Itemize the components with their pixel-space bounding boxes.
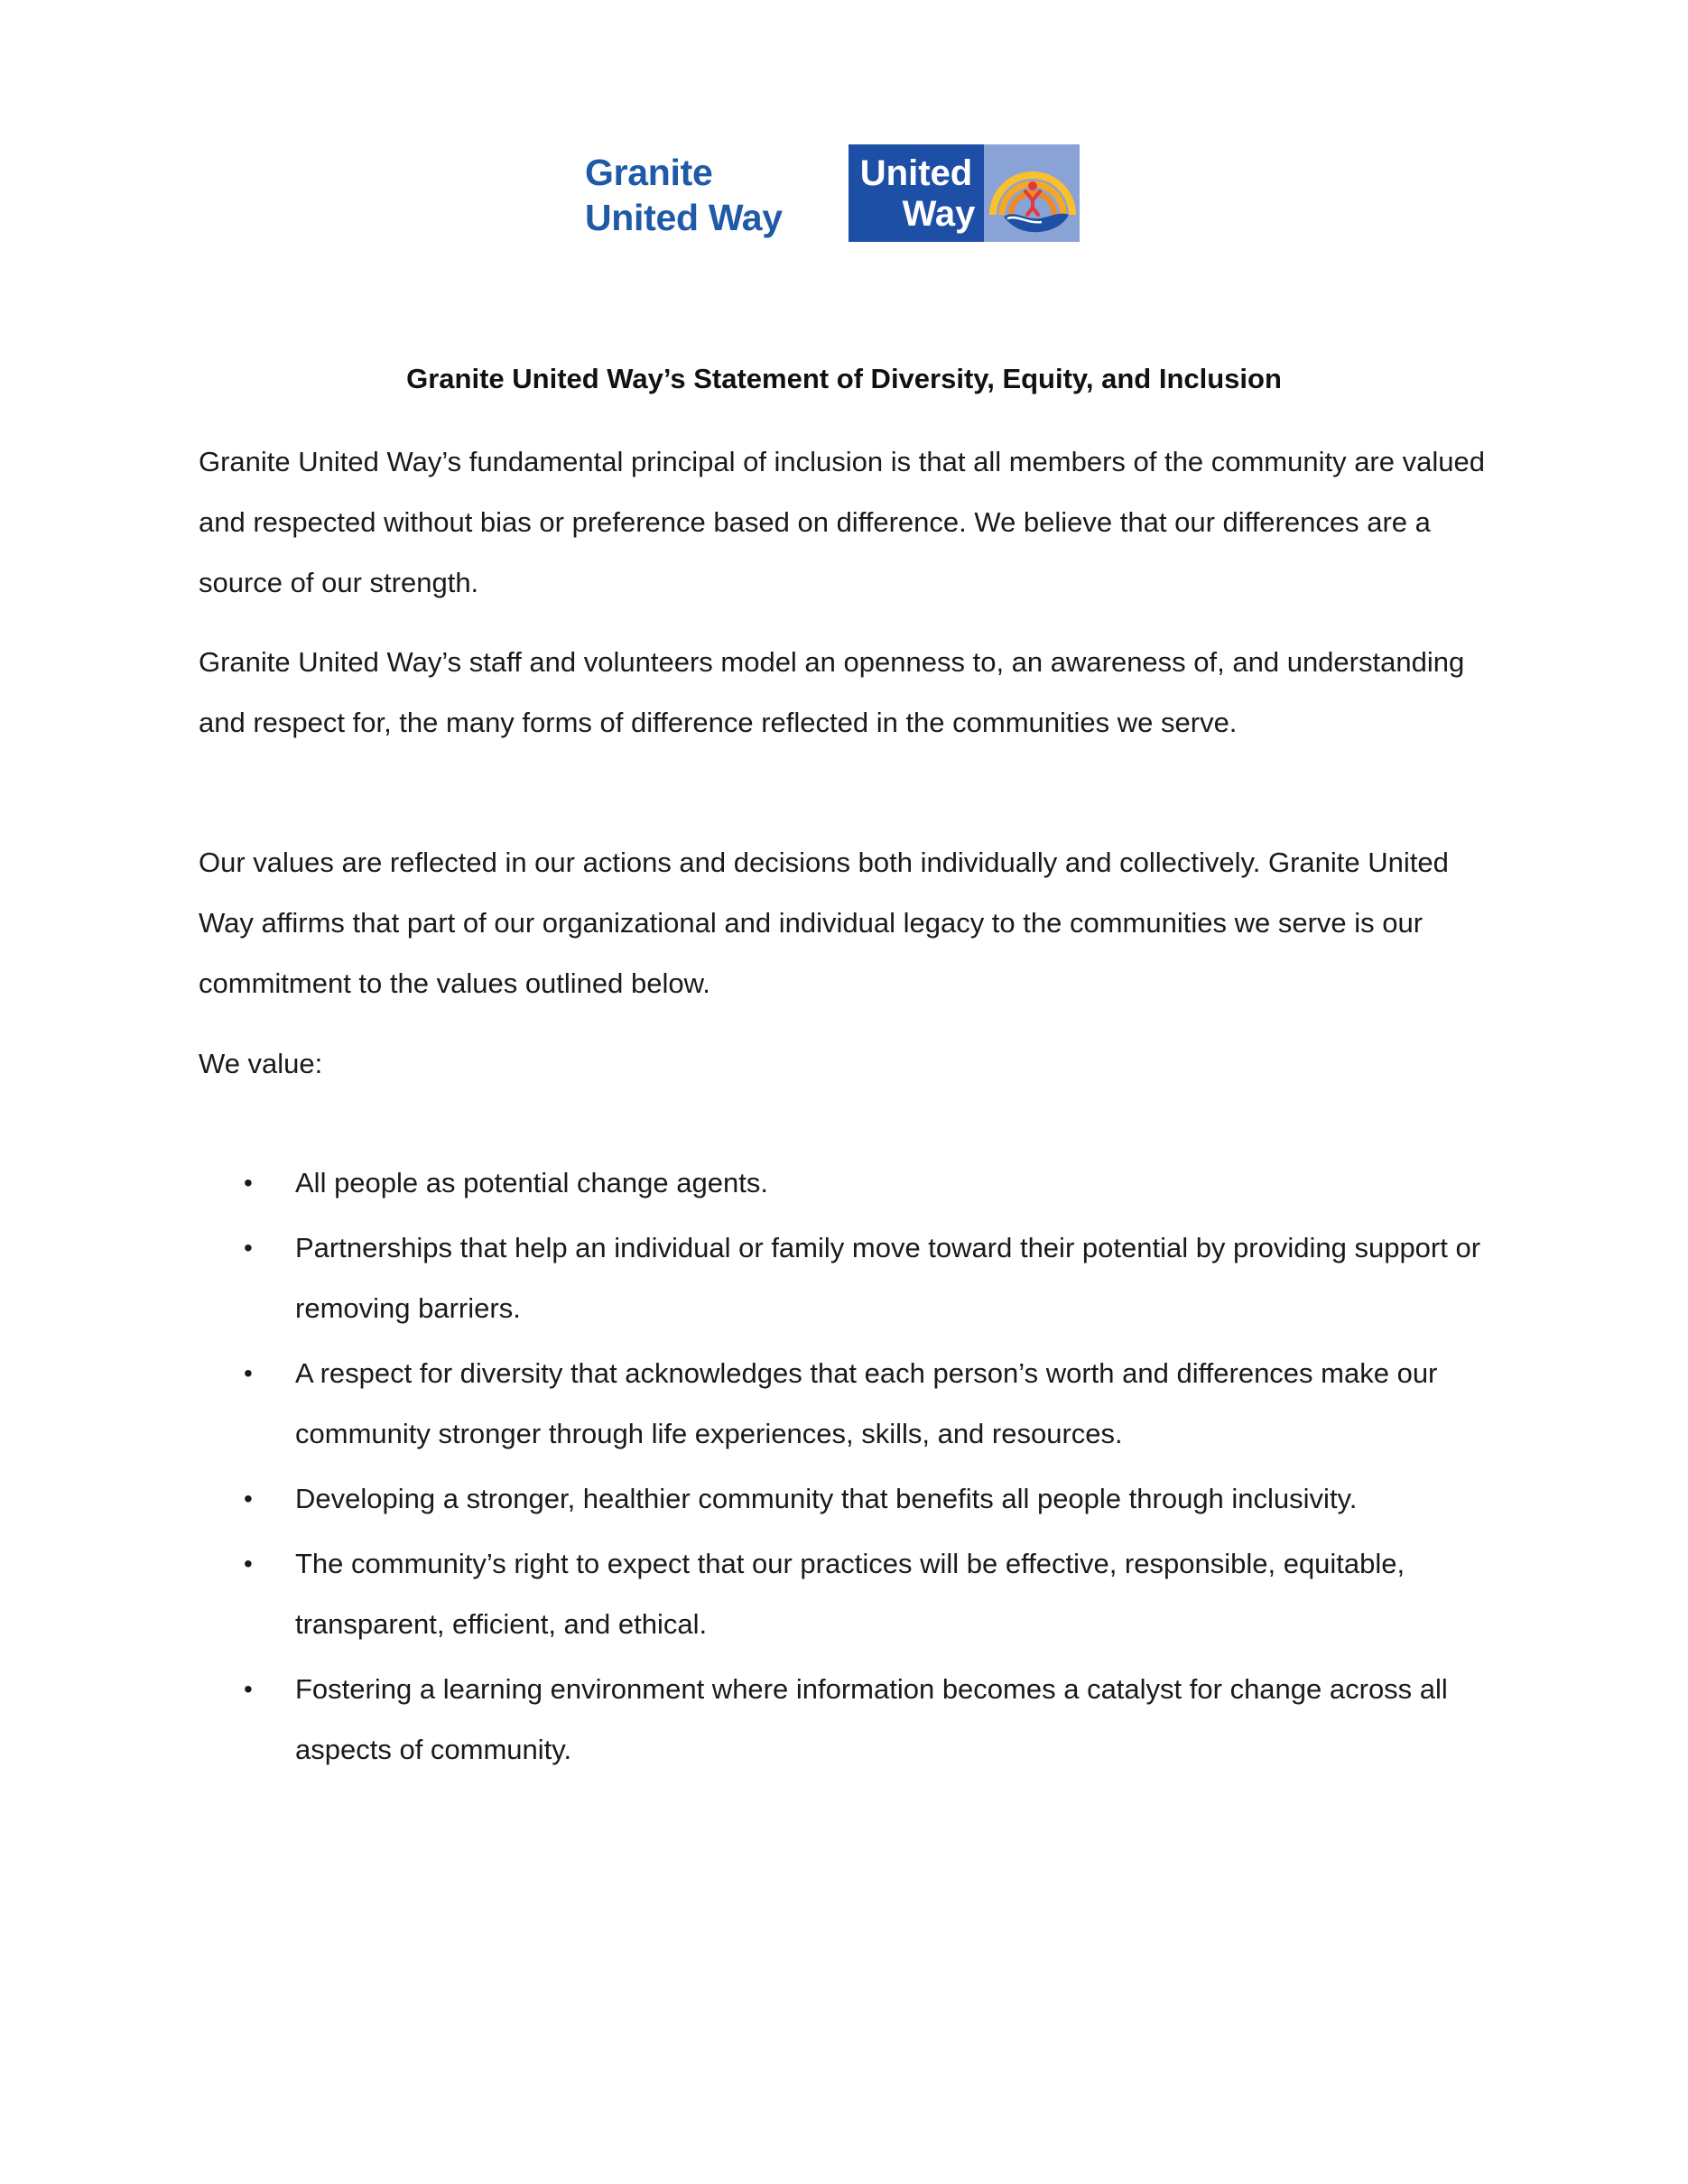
org-name-line1: Granite	[585, 152, 713, 193]
paragraph-inclusion-principle: Granite United Way’s fundamental principal of inclusion is that all members of the community are valued and respected without bias or preference based on difference. We believe that our differences are a source of our strength.	[199, 446, 1485, 598]
list-item-text: All people as potential change agents.	[295, 1167, 768, 1198]
list-item	[199, 1659, 1498, 1780]
list-item-text: A respect for diversity that acknowledges that each person’s worth and differences make our community stronger through life experiences, skills, and resources.	[295, 1357, 1438, 1449]
united-way-logo	[849, 144, 1080, 242]
bullet-icon: •	[244, 1359, 253, 1387]
paragraph-we-value: We value:	[199, 1048, 323, 1079]
list-item-text: The community’s right to expect that our practices will be effective, responsible, equitable, transparent, efficient, and ethical.	[295, 1548, 1405, 1640]
list-item-text: Developing a stronger, healthier community that benefits all people through inclusivity.	[295, 1483, 1358, 1514]
list-item-text: Partnerships that help an individual or family move toward their potential by providing support or removing barriers.	[295, 1232, 1481, 1324]
bullet-icon: •	[244, 1675, 253, 1703]
bullet-icon: •	[244, 1234, 253, 1262]
list-item-text: Fostering a learning environment where information becomes a catalyst for change across all aspects of community.	[295, 1673, 1448, 1765]
page-title: Granite United Way’s Statement of Diversity, Equity, and Inclusion	[406, 363, 1282, 394]
bullet-icon: •	[244, 1485, 253, 1513]
list-item	[199, 1152, 1498, 1213]
list-item	[199, 1533, 1498, 1654]
org-name-line2: United Way	[585, 197, 783, 238]
logo-text-line2: Way	[902, 194, 976, 234]
list-item	[199, 1468, 1498, 1529]
logo-text-line1: United	[859, 153, 973, 193]
org-name-logo	[585, 150, 783, 240]
bullet-icon: •	[244, 1169, 253, 1197]
list-item	[199, 1217, 1498, 1338]
values-list	[199, 1152, 1498, 1784]
page-header	[0, 144, 1688, 244]
list-item	[199, 1343, 1498, 1464]
paragraph-values-commitment: Our values are reflected in our actions and decisions both individually and collectively. Granite United Way affirms that part of our organizational and individual legacy to the communities we serve is our commitment to the values outlined below.	[199, 847, 1449, 999]
bullet-icon: •	[244, 1550, 253, 1578]
paragraph-staff-volunteers: Granite United Way’s staff and volunteers model an openness to, an awareness of, and understanding and respect for, the many forms of difference reflected in the communities we serve.	[199, 646, 1465, 738]
